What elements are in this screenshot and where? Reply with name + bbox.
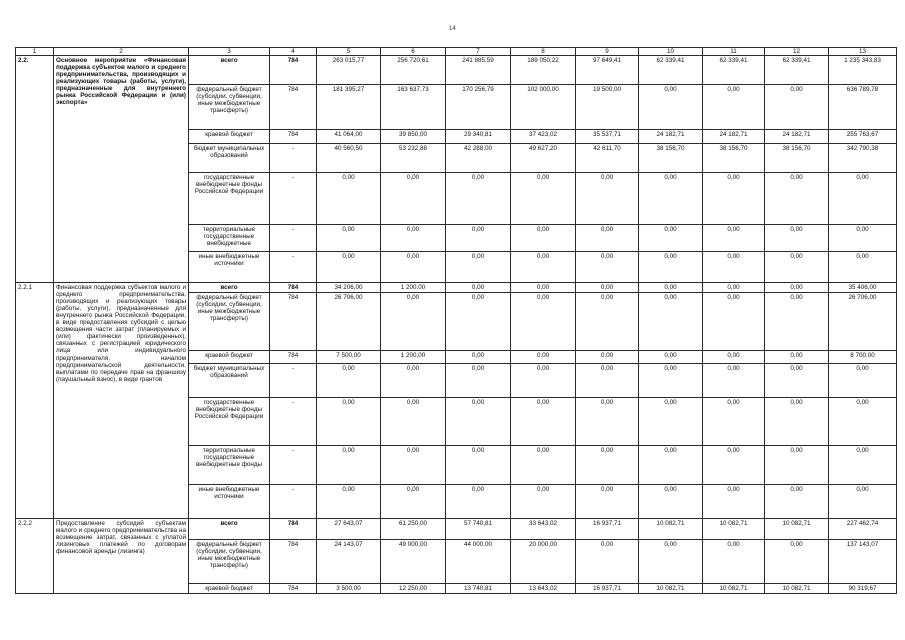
amount-cell: 38 156,70 — [703, 144, 765, 173]
amount-cell: 0,00 — [829, 364, 897, 398]
amount-cell: 0,00 — [639, 173, 703, 225]
amount-cell: 19 500,00 — [576, 85, 639, 130]
column-number-8: 8 — [511, 48, 576, 56]
amount-cell: 39 850,00 — [381, 130, 446, 144]
amount-cell: 0,00 — [829, 173, 897, 225]
amount-cell: 24 143,07 — [317, 540, 381, 584]
amount-cell: 38 156,70 — [639, 144, 703, 173]
funding-source: всего — [189, 56, 270, 85]
amount-cell: 0,00 — [703, 364, 765, 398]
budget-code: 784 — [270, 519, 317, 540]
column-number-4: 4 — [270, 48, 317, 56]
amount-cell: 0,00 — [576, 540, 639, 584]
amount-cell: 0,00 — [576, 446, 639, 485]
amount-cell: 0,00 — [381, 173, 446, 225]
amount-cell: 0,00 — [576, 283, 639, 293]
amount-cell: 256 720,61 — [381, 56, 446, 85]
budget-code: 784 — [270, 85, 317, 130]
column-number-2: 2 — [54, 48, 189, 56]
amount-cell: 0,00 — [576, 173, 639, 225]
amount-cell: 0,00 — [703, 85, 765, 130]
amount-cell: 1 200,00 — [381, 351, 446, 364]
amount-cell: 24 182,71 — [703, 130, 765, 144]
measure-title: Основное мероприятие «Финансовая поддержка субъектов малого и среднего предпринимательства, производящих и реализующих товары (работы, услуги), предназначенные для внутреннего рынка Российской Федерации и (или) экспорта» — [54, 56, 189, 283]
amount-cell: 0,00 — [829, 398, 897, 446]
amount-cell: 0,00 — [381, 252, 446, 283]
amount-cell: 0,00 — [703, 173, 765, 225]
amount-cell: 0,00 — [317, 485, 381, 519]
amount-cell: 0,00 — [829, 446, 897, 485]
amount-cell: 10 082,71 — [639, 519, 703, 540]
amount-cell: 7 500,00 — [317, 351, 381, 364]
funding-source: территориальные государственные внебюджетные — [189, 225, 270, 252]
amount-cell: 0,00 — [765, 446, 829, 485]
budget-code: - — [270, 364, 317, 398]
amount-cell: 0,00 — [576, 351, 639, 364]
budget-code: - — [270, 485, 317, 519]
amount-cell: 0,00 — [446, 398, 511, 446]
amount-cell: 0,00 — [576, 293, 639, 351]
funding-source: краевой бюджет — [189, 584, 270, 594]
amount-cell: 97 649,41 — [576, 56, 639, 85]
measure-title: Финансовая поддержка субъектов малого и среднего предпринимательства, производящих и реализующих товары (работы, услуги), предназначенные для внутреннего рынка Российской Федерации, в виде предоставления субсидий с целью возмещения части затрат (планируемых и (или) фактически произведенных), связанных с регистрацией юридического лица или индивидуального предпринимателя, началом предпринимательской деятельности, выплатами по передаче прав на франшизу (паушальный взнос), в виде грантов — [54, 283, 189, 519]
amount-cell: 255 763,67 — [829, 130, 897, 144]
budget-code: - — [270, 173, 317, 225]
amount-cell: 40 560,50 — [317, 144, 381, 173]
amount-cell: 0,00 — [639, 85, 703, 130]
budget-code: 784 — [270, 351, 317, 364]
amount-cell: 137 143,07 — [829, 540, 897, 584]
funding-source: всего — [189, 283, 270, 293]
amount-cell: 90 319,67 — [829, 584, 897, 594]
column-number-5: 5 — [317, 48, 381, 56]
row-code: 2.2. — [16, 56, 54, 283]
amount-cell: 0,00 — [381, 485, 446, 519]
amount-cell: 24 182,71 — [765, 130, 829, 144]
budget-code: 784 — [270, 584, 317, 594]
amount-cell: 20 000,00 — [511, 540, 576, 584]
amount-cell: 24 182,71 — [639, 130, 703, 144]
amount-cell: 0,00 — [511, 351, 576, 364]
amount-cell: 34 206,00 — [317, 283, 381, 293]
funding-source: государственные внебюджетные фонды Российской Федерации — [189, 398, 270, 446]
amount-cell: 0,00 — [576, 252, 639, 283]
funding-source: иные внебюджетные источники — [189, 252, 270, 283]
amount-cell: 0,00 — [317, 364, 381, 398]
amount-cell: 0,00 — [703, 252, 765, 283]
amount-cell: 0,00 — [576, 398, 639, 446]
amount-cell: 0,00 — [639, 540, 703, 584]
amount-cell: 0,00 — [703, 225, 765, 252]
amount-cell: 181 395,27 — [317, 85, 381, 130]
amount-cell: 636 789,78 — [829, 85, 897, 130]
amount-cell: 0,00 — [317, 173, 381, 225]
amount-cell: 0,00 — [639, 283, 703, 293]
amount-cell: 263 015,77 — [317, 56, 381, 85]
budget-code: - — [270, 225, 317, 252]
amount-cell: 0,00 — [317, 225, 381, 252]
amount-cell: 10 082,71 — [639, 584, 703, 594]
amount-cell: 0,00 — [317, 252, 381, 283]
amount-cell: 0,00 — [381, 293, 446, 351]
amount-cell: 0,00 — [765, 293, 829, 351]
amount-cell: 0,00 — [446, 446, 511, 485]
budget-code: 784 — [270, 293, 317, 351]
budget-code: - — [270, 144, 317, 173]
column-number-11: 11 — [703, 48, 765, 56]
amount-cell: 0,00 — [703, 446, 765, 485]
amount-cell: 0,00 — [511, 485, 576, 519]
amount-cell: 0,00 — [703, 540, 765, 584]
amount-cell: 163 637,73 — [381, 85, 446, 130]
amount-cell: 0,00 — [639, 446, 703, 485]
amount-cell: 29 340,81 — [446, 130, 511, 144]
amount-cell: 0,00 — [639, 398, 703, 446]
amount-cell: 12 250,00 — [381, 584, 446, 594]
amount-cell: 0,00 — [317, 446, 381, 485]
amount-cell: 0,00 — [639, 485, 703, 519]
budget-code: 784 — [270, 56, 317, 85]
amount-cell: 0,00 — [446, 252, 511, 283]
amount-cell: 0,00 — [829, 225, 897, 252]
amount-cell: 0,00 — [446, 173, 511, 225]
column-number-6: 6 — [381, 48, 446, 56]
amount-cell: 13 740,81 — [446, 584, 511, 594]
amount-cell: 342 790,38 — [829, 144, 897, 173]
amount-cell: 38 156,70 — [765, 144, 829, 173]
amount-cell: 49 627,20 — [511, 144, 576, 173]
amount-cell: 0,00 — [765, 540, 829, 584]
table-body — [16, 48, 897, 594]
amount-cell: 0,00 — [765, 398, 829, 446]
amount-cell: 62 339,41 — [703, 56, 765, 85]
amount-cell: 10 082,71 — [765, 519, 829, 540]
amount-cell: 0,00 — [446, 364, 511, 398]
amount-cell: 41 064,00 — [317, 130, 381, 144]
amount-cell: 13 643,02 — [511, 584, 576, 594]
amount-cell: 35 537,71 — [576, 130, 639, 144]
funding-source: краевой бюджет — [189, 351, 270, 364]
budget-code: - — [270, 252, 317, 283]
amount-cell: 16 937,71 — [576, 584, 639, 594]
amount-cell: 35 406,00 — [829, 283, 897, 293]
amount-cell: 0,00 — [639, 293, 703, 351]
table-row — [16, 56, 897, 85]
amount-cell: 0,00 — [829, 252, 897, 283]
amount-cell: 3 500,00 — [317, 584, 381, 594]
amount-cell: 0,00 — [511, 293, 576, 351]
funding-source: территориальные государственные внебюджетные фонды — [189, 446, 270, 485]
amount-cell: 16 937,71 — [576, 519, 639, 540]
table-row — [16, 519, 897, 540]
amount-cell: 0,00 — [703, 485, 765, 519]
amount-cell: 0,00 — [765, 485, 829, 519]
amount-cell: 0,00 — [639, 225, 703, 252]
funding-source: бюджет муниципальных образований — [189, 144, 270, 173]
amount-cell: 0,00 — [446, 283, 511, 293]
amount-cell: 1 200,00 — [381, 283, 446, 293]
amount-cell: 0,00 — [765, 283, 829, 293]
amount-cell: 49 000,00 — [381, 540, 446, 584]
amount-cell: 10 082,71 — [703, 584, 765, 594]
amount-cell: 102 000,00 — [511, 85, 576, 130]
funding-source: федеральный бюджет (субсидии, субвенции, иные межбюджетные трансферты) — [189, 85, 270, 130]
amount-cell: 0,00 — [381, 398, 446, 446]
funding-source: государственные внебюджетные фонды Российской Федерации — [189, 173, 270, 225]
amount-cell: 170 256,79 — [446, 85, 511, 130]
amount-cell: 0,00 — [511, 398, 576, 446]
column-number-12: 12 — [765, 48, 829, 56]
amount-cell: 0,00 — [639, 364, 703, 398]
column-number-row — [16, 48, 897, 56]
budget-code: 784 — [270, 540, 317, 584]
amount-cell: 62 339,41 — [639, 56, 703, 85]
amount-cell: 27 643,07 — [317, 519, 381, 540]
amount-cell: 42 611,70 — [576, 144, 639, 173]
budget-code: - — [270, 398, 317, 446]
amount-cell: 0,00 — [703, 351, 765, 364]
amount-cell: 0,00 — [703, 398, 765, 446]
amount-cell: 0,00 — [765, 85, 829, 130]
amount-cell: 0,00 — [511, 364, 576, 398]
amount-cell: 0,00 — [829, 485, 897, 519]
row-code: 2.2.1 — [16, 283, 54, 519]
funding-source: бюджет муниципальных образований — [189, 364, 270, 398]
amount-cell: 53 232,88 — [381, 144, 446, 173]
amount-cell: 0,00 — [446, 485, 511, 519]
amount-cell: 26 706,00 — [829, 293, 897, 351]
amount-cell: 26 706,00 — [317, 293, 381, 351]
amount-cell: 0,00 — [511, 446, 576, 485]
amount-cell: 0,00 — [381, 364, 446, 398]
column-number-13: 13 — [829, 48, 897, 56]
funding-source: иные внебюджетные источники — [189, 485, 270, 519]
budget-code: 784 — [270, 130, 317, 144]
amount-cell: 0,00 — [639, 351, 703, 364]
column-number-3: 3 — [189, 48, 270, 56]
amount-cell: 61 250,00 — [381, 519, 446, 540]
budget-code: - — [270, 446, 317, 485]
amount-cell: 0,00 — [765, 225, 829, 252]
amount-cell: 37 423,02 — [511, 130, 576, 144]
amount-cell: 0,00 — [765, 364, 829, 398]
table-row — [16, 283, 897, 293]
amount-cell: 0,00 — [511, 225, 576, 252]
amount-cell: 0,00 — [765, 173, 829, 225]
budget-table — [15, 47, 897, 594]
amount-cell: 10 082,71 — [765, 584, 829, 594]
amount-cell: 0,00 — [381, 446, 446, 485]
amount-cell: 0,00 — [446, 351, 511, 364]
funding-source: всего — [189, 519, 270, 540]
amount-cell: 0,00 — [576, 225, 639, 252]
amount-cell: 227 462,74 — [829, 519, 897, 540]
amount-cell: 62 339,41 — [765, 56, 829, 85]
funding-source: федеральный бюджет (субсидии, субвенции, иные межбюджетные трансферты) — [189, 540, 270, 584]
amount-cell: 0,00 — [639, 252, 703, 283]
amount-cell: 0,00 — [317, 398, 381, 446]
amount-cell: 0,00 — [511, 173, 576, 225]
amount-cell: 0,00 — [381, 225, 446, 252]
amount-cell: 44 000,00 — [446, 540, 511, 584]
amount-cell: 0,00 — [576, 485, 639, 519]
column-number-1: 1 — [16, 48, 54, 56]
amount-cell: 0,00 — [511, 252, 576, 283]
amount-cell: 0,00 — [446, 293, 511, 351]
amount-cell: 1 235 343,83 — [829, 56, 897, 85]
funding-source: федеральный бюджет (субсидии, субвенции, иные межбюджетные трансферты) — [189, 293, 270, 351]
funding-source: краевой бюджет — [189, 130, 270, 144]
page-number: 14 — [449, 26, 456, 32]
amount-cell: 57 740,81 — [446, 519, 511, 540]
budget-code: 784 — [270, 283, 317, 293]
column-number-7: 7 — [446, 48, 511, 56]
amount-cell: 189 050,22 — [511, 56, 576, 85]
amount-cell: 0,00 — [765, 351, 829, 364]
amount-cell: 0,00 — [703, 283, 765, 293]
amount-cell: 241 885,59 — [446, 56, 511, 85]
amount-cell: 10 082,71 — [703, 519, 765, 540]
amount-cell: 0,00 — [511, 283, 576, 293]
amount-cell: 33 643,02 — [511, 519, 576, 540]
amount-cell: 0,00 — [576, 364, 639, 398]
amount-cell: 0,00 — [703, 293, 765, 351]
amount-cell: 8 700,00 — [829, 351, 897, 364]
amount-cell: 42 288,00 — [446, 144, 511, 173]
column-number-9: 9 — [576, 48, 639, 56]
amount-cell: 0,00 — [446, 225, 511, 252]
column-number-10: 10 — [639, 48, 703, 56]
amount-cell: 0,00 — [765, 252, 829, 283]
row-code: 2.2.2 — [16, 519, 54, 594]
measure-title: Предоставление субсидий субъектам малого и среднего предпринимательства на возмещение затрат, связанных с уплатой лизинговых платежей по договорам финансовой аренды (лизинга) — [54, 519, 189, 594]
